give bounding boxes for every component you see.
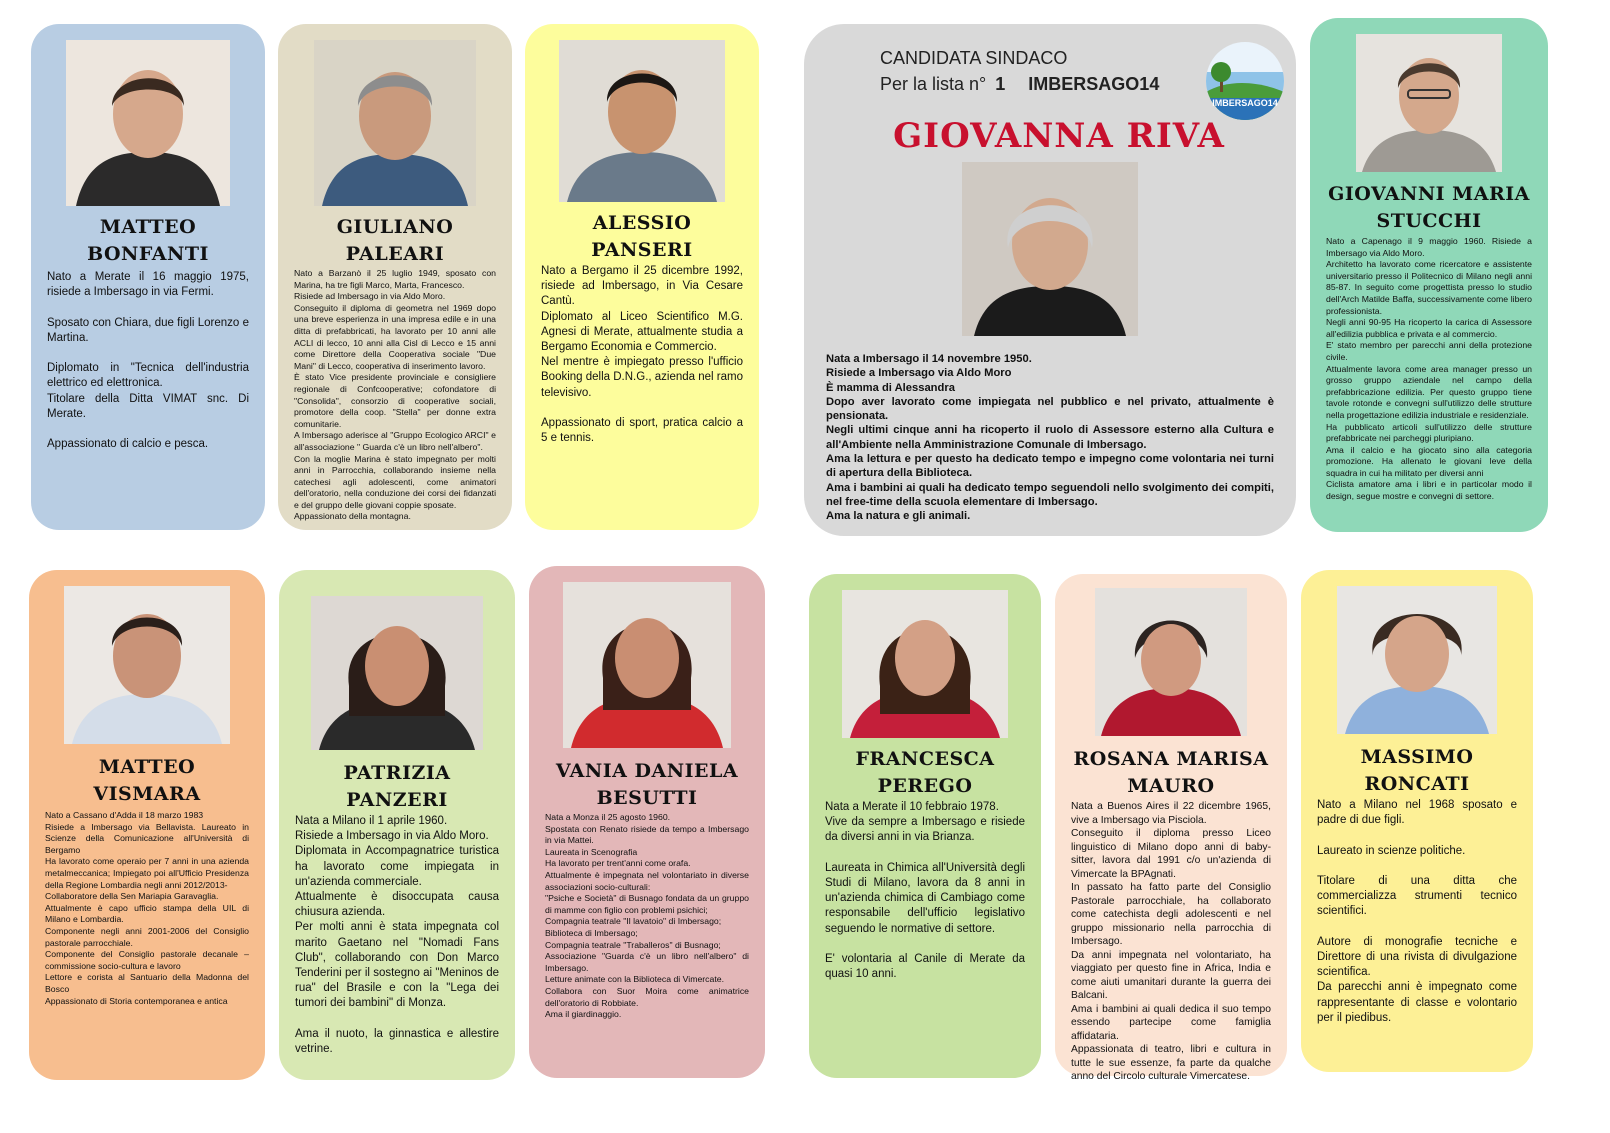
- candidate-bio: Nato a Bergamo il 25 dicembre 1992, risiede ad Imbersago, in Via Cesare Cantù. Diplomato al Liceo Scientifico M.G. Agnesi di Merate, attualmente studia a Bergamo Economia e Commercio. Nel mentre è impiegato presso l'ufficio Booking della D.N.G., azienda nel ramo televisivo. Appassionato di sport, pratica calcio a 5 e tennis.: [541, 265, 743, 445]
- candidate-card-mauro: [1055, 574, 1287, 1082]
- candidate-card-roncati: [1301, 570, 1533, 1072]
- portrait-image: [64, 586, 230, 744]
- candidate-bio: Nato a Merate il 16 maggio 1975, risiede a Imbersago in via Fermi. Sposato con Chiara, due figli Lorenzo e Martina. Diplomato in "Tecnica dell'industria elettrico ed elettronica. Titolare della Ditta VIMAT snc. Di Merate. Appassionato di calcio e pesca.: [47, 271, 249, 451]
- portrait-image: [563, 582, 731, 748]
- portrait-image: [1356, 34, 1502, 172]
- candidate-name: [819, 746, 1031, 800]
- portrait-image: [842, 590, 1008, 738]
- candidate-card-besutti: [529, 566, 765, 1078]
- last-name: RONCATI: [1364, 773, 1470, 795]
- candidate-name: [535, 210, 749, 264]
- candidate-name: [539, 758, 755, 812]
- last-name: PANZERI: [346, 789, 448, 811]
- list-prefix: Per la lista n°: [880, 74, 987, 94]
- list-name: IMBERSAGO14: [1028, 74, 1160, 94]
- portrait-photo: [962, 162, 1138, 336]
- list-number: 1: [995, 74, 1006, 94]
- candidate-bio: Nata a Buenos Aires il 22 dicembre 1965, vive a Imbersago via Pisciola. Conseguito il diploma presso Liceo linguistico di Milano dopo anni di baby-sitter, lavora dal 1991 c/o un'azienda di Vimercate la BPAgnati. In passato ha fatto parte del Consiglio Pastorale parrocchiale, ha collaborato come catechista degli adolescenti e nel gruppo missionario nella parrocchia di Imbersago. Da anni impegnata nel volontariato, ha viaggiato per questo fine in Africa, India e come aiuti umanitari durante la guerra dei Balcani. Ama i bambini ai quali dedica il suo tempo essendo partecipe come famiglia affidataria. Appassionata di teatro, libri e cultura in tutte le sue essenze, fa parte da qualche anno del Circolo culturale Vimercatese.: [1071, 801, 1271, 1082]
- portrait-image: [66, 40, 230, 206]
- candidate-name: [289, 760, 505, 814]
- portrait-photo: [1337, 586, 1497, 734]
- portrait-photo: [559, 40, 725, 202]
- candidate-name: [1320, 181, 1538, 235]
- mayor-candidate-card: [804, 24, 1296, 536]
- portrait-image: [962, 162, 1138, 336]
- portrait-image: [311, 596, 483, 750]
- portrait-photo: [1356, 34, 1502, 172]
- last-name: PALEARI: [345, 243, 445, 265]
- candidate-bio: Nata a Milano il 1 aprile 1960. Risiede a Imbersago in via Aldo Moro. Diplomata in Accompagnatrice turistica ha lavorato come impiegata in un'azienda commerciale. Attualmente è disoccupata causa chiusura azienda. Per molti anni è stata impegnata col marito Gaetano nel "Nomadi Fans Club", collaborando con Don Marco Tenderini per il sostegno ai "Meninos de rua" del Brasile e con la "Lega dei tumori dei bambini" di Monza. Ama il nuoto, la ginnastica e allestire vetrine.: [295, 815, 499, 1056]
- portrait-photo: [842, 590, 1008, 738]
- party-logo: [1206, 42, 1284, 120]
- candidate-card-perego: [809, 574, 1041, 1078]
- portrait-photo: [563, 582, 731, 748]
- last-name: PEREGO: [877, 775, 973, 797]
- first-name: MATTEO: [98, 756, 196, 778]
- first-name: FRANCESCA: [855, 748, 995, 770]
- first-name: GIOVANNI MARIA: [1328, 183, 1530, 205]
- last-name: MAURO: [1127, 775, 1215, 797]
- last-name: STUCCHI: [1376, 210, 1482, 232]
- candidate-name: [39, 754, 255, 808]
- portrait-image: [1095, 588, 1247, 736]
- first-name: MASSIMO: [1360, 746, 1474, 768]
- list-line: [880, 74, 1159, 95]
- candidate-card-panzeri: [279, 570, 515, 1080]
- portrait-photo: [311, 596, 483, 750]
- first-name: GIULIANO: [336, 216, 454, 238]
- candidate-card-bonfanti: [31, 24, 265, 530]
- last-name: VISMARA: [93, 783, 201, 805]
- portrait-photo: [64, 586, 230, 744]
- candidacy-heading: CANDIDATA SINDACO: [880, 48, 1068, 68]
- portrait-photo: [1095, 588, 1247, 736]
- first-name: ROSANA MARISA: [1073, 748, 1269, 770]
- portrait-image: [314, 40, 476, 206]
- last-name: PANSERI: [591, 239, 693, 261]
- tree-logo-icon: [1206, 42, 1284, 120]
- candidate-name: [1311, 744, 1523, 798]
- last-name: BONFANTI: [87, 243, 209, 265]
- candidate-bio: Nato a Milano nel 1968 sposato e padre di due figli. Laureato in scienze politiche. Titolare di una ditta che commercializza strumenti tecnico scientifici. Autore di monografie tecniche e Direttore di una rivista di divulgazione scientifica. Da parecchi anni è impegnato come rappresentante di classe e volontario per il piedibus.: [1317, 799, 1517, 1024]
- portrait-photo: [66, 40, 230, 206]
- candidate-bio: Nata a Merate il 10 febbraio 1978. Vive da sempre a Imbersago e risiede da diversi anni in via Brianza. Laureata in Chimica all'Università degli Studi di Milano, lavora da 8 anni in un'azienda chimica di Cambiago come responsabile dell'ufficio legislativo seguendo le normative di settore. E' volontaria al Canile di Merate da quasi 10 anni.: [825, 801, 1025, 981]
- mayor-name: GIOVANNA RIVA: [893, 116, 1225, 156]
- candidate-card-vismara: [29, 570, 265, 1080]
- portrait-image: [1337, 586, 1497, 734]
- candidate-card-stucchi: [1310, 18, 1548, 532]
- candidate-card-panseri: [525, 24, 759, 530]
- candidate-bio: Nato a Cassano d'Adda il 18 marzo 1983 Risiede a Imbersago via Bellavista. Laureato in Scienze della Comunicazione all'Università di Bergamo Ha lavorato come operaio per 7 anni in una azienda metalmeccanica; Impiegato poi all'Ufficio Presidenza della Regione Lombardia negli anni 2012/2013- Collaboratore della Sen Mariapia Garavaglia. Attualmente è capo ufficio stampa della UIL di Milano e Lombardia. Componente negli anni 2001-2006 del Consiglio pastorale parrocchiale. Componente del Consiglio pastorale decanale – commissione socio-cultura e lavoro Lettore e corista al Santuario della Madonna del Bosco Appassionato di Storia contemporanea e antica: [45, 810, 249, 1006]
- first-name: VANIA DANIELA: [555, 760, 739, 782]
- candidate-name: [41, 214, 255, 268]
- candidate-bio: Nato a Barzanò il 25 luglio 1949, sposato con Marina, ha tre figli Marco, Marta, Francesco. Risiede ad Imbersago in via Aldo Moro. Conseguito il diploma di geometra nel 1969 dopo una breve esperienza in una impresa edile e in una ditta di prefabbricati, ha lavorato per 10 anni alle ACLI di lecco, 10 anni alla Cisl di Lecco e 15 anni come Direttore della Cooperativa sociale "Due Mani" di Lecco, cooperativa di inserimento lavoro. È stato Vice presidente provinciale e consigliere regionale di Confcooperative; cofondatore di "Consolida", consorzio di cooperative sociali, promotore della coop. "Stella" per donne extra comunitarie. A Imbersago aderisce al "Gruppo Ecologico ARCI" e all'associazione " Guarda c'è un libro nell'albero". Con la moglie Marina è stato impegnato per molti anni in Parrocchia, collaborando insieme nella catechesi agli adolescenti, come animatori dell'oratorio, nella conduzione dei corsi dei fidanzati e del gruppo delle giovani coppie sposate. Appassionato della montagna.: [294, 268, 496, 522]
- candidate-name: [1065, 746, 1277, 800]
- candidate-name: [288, 214, 502, 268]
- candidate-card-paleari: [278, 24, 512, 530]
- first-name: MATTEO: [99, 216, 197, 238]
- logo-caption: IMBERSAGO14: [1212, 98, 1278, 108]
- first-name: PATRIZIA: [343, 762, 451, 784]
- portrait-image: [559, 40, 725, 202]
- first-name: ALESSIO: [592, 212, 692, 234]
- candidate-bio: Nata a Monza il 25 agosto 1960. Spostata con Renato risiede da tempo a Imbersago in via Mattei. Laureata in Scenografia Ha lavorato per trent'anni come orafa. Attualmente è impegnata nel volontariato in diverse associazioni socio-culturali: "Psiche e Società" di Busnago fondata da un gruppo di mamme con figlio con problemi psichici; Compagnia teatrale "Il lavatoio" di Imbersago; Biblioteca di Imbersago; Compagnia teatrale "Traballeros" di Busnago; Associazione "Guarda c'è un libro nell'albero" di Imbersago. Letture animate con la Biblioteca di Vimercate. Collabora con Suor Moira come animatrice dell'oratorio di Robbiate. Ama il giardinaggio.: [545, 812, 749, 1020]
- candidate-bio: Nato a Capenago il 9 maggio 1960. Risiede a Imbersago via Aldo Moro. Architetto ha lavorato come ricercatore e assistente universitario presso il Politecnico di Milano negli anni 85-87. In seguito come progettista presso lo studio dell'Arch Matilde Baffa, successivamente come libero professionista. Negli anni 90-95 Ha ricoperto la carica di Assessore all'edilizia pubblica e privata e al commercio. E' stato membro per parecchi anni della protezione civile. Attualmente lavora come area manager presso un grosso gruppo aziendale nel campo della prefabbricazione edilizia. Per questo gruppo tiene tavole rotonde e convegni sull'utilizzo delle strutture nella progettazione edilizia industriale e residenziale. Ha pubblicato articoli sull'utilizzo delle strutture prefabbricate nei parcheggi pluripiano. Ama il calcio e ha giocato sino alla categoria promozione. Ha allenato le giovani leve della squadra in cui ha militato per diversi anni Ciclista amatore ama i libri e in particolar modo il design, segue mostre e convegni di settore.: [1326, 236, 1532, 502]
- mayor-bio: Nata a Imbersago il 14 novembre 1950. Risiede a Imbersago via Aldo Moro È mamma di Alessandra Dopo aver lavorato come impiegata nel pubblico e nel privato, attualmente è pensionata. Negli ultimi cinque anni ha ricoperto il ruolo di Assessore esterno alla Cultura e all'Ambiente nella Amministrazione Comunale di Imbersago. Ama la lettura e per questo ha dedicato tempo e impegno come volontaria nei turni di apertura della Biblioteca. Ama i bambini ai quali ha dedicato tempo seguendoli nello svolgimento dei compiti, nel free-time della scuola elementare di Imbersago. Ama la natura e gli animali.: [826, 353, 1274, 523]
- last-name: BESUTTI: [596, 787, 698, 809]
- portrait-photo: [314, 40, 476, 206]
